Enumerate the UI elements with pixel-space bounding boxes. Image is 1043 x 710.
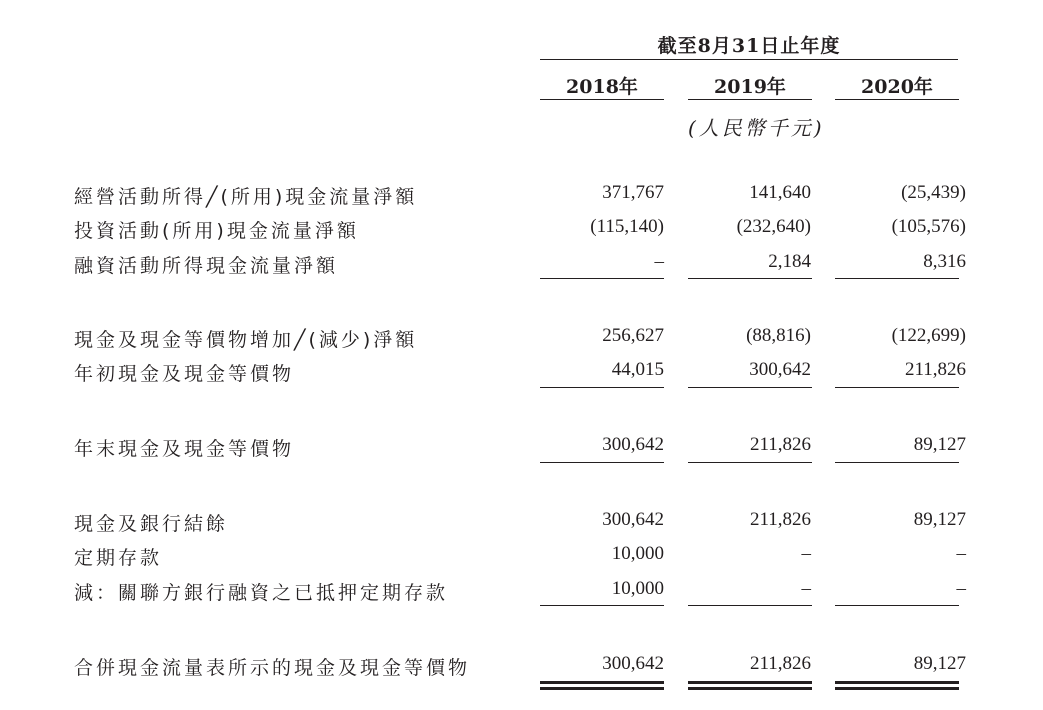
total-double-rule — [835, 681, 959, 684]
total-double-rule — [688, 681, 812, 684]
subtotal-rule — [540, 387, 664, 388]
row-value: (88,816) — [746, 325, 811, 346]
row-label-consolidated-cash: 合併現金流量表所示的現金及現金等價物 — [74, 657, 471, 679]
row-value: (232,640) — [736, 216, 811, 237]
row-value: 8,316 — [923, 251, 966, 272]
subtotal-rule — [540, 462, 664, 463]
row-value: (122,699) — [891, 325, 966, 346]
row-value: 2,184 — [768, 251, 811, 272]
row-value: 10,000 — [611, 578, 664, 599]
row-label-closing-cash: 年末現金及現金等價物 — [74, 438, 295, 460]
row-value: 89,127 — [913, 509, 966, 530]
row-value: – — [956, 543, 966, 564]
period-header: 截至8月31日止年度 — [657, 35, 841, 57]
subtotal-rule — [688, 605, 812, 606]
row-value: 211,826 — [904, 359, 966, 380]
row-value: 89,127 — [913, 434, 966, 455]
row-value: – — [654, 251, 664, 272]
subtotal-rule — [835, 462, 959, 463]
row-label-financing: 融資活動所得現金流量淨額 — [74, 255, 339, 277]
subtotal-rule — [688, 462, 812, 463]
year-2020-header: 2020年 — [861, 76, 933, 98]
row-value: 256,627 — [602, 325, 664, 346]
currency-unit: (人民幣千元) — [688, 116, 825, 140]
row-value: 371,767 — [602, 182, 664, 203]
row-value: 211,826 — [749, 509, 811, 530]
row-value: – — [801, 578, 811, 599]
row-label-investing: 投資活動(所用)現金流量淨額 — [74, 220, 359, 242]
row-label-net-change: 現金及現金等價物增加╱(減少)淨額 — [74, 329, 418, 351]
row-value: – — [801, 543, 811, 564]
row-value: (115,140) — [590, 216, 664, 237]
row-label-bank-balances: 現金及銀行結餘 — [74, 513, 229, 535]
row-value: 10,000 — [611, 543, 664, 564]
row-value: 211,826 — [749, 653, 811, 674]
row-value: 300,642 — [602, 434, 664, 455]
total-double-rule — [540, 687, 664, 690]
row-label-pledged-deposits: 減：關聯方銀行融資之已抵押定期存款 — [74, 582, 449, 604]
year-rule-2020 — [835, 99, 959, 100]
row-value: 141,640 — [749, 182, 811, 203]
total-double-rule — [688, 687, 812, 690]
subtotal-rule — [688, 278, 812, 279]
row-value: (105,576) — [891, 216, 966, 237]
row-value: – — [956, 578, 966, 599]
subtotal-rule — [835, 387, 959, 388]
total-double-rule — [835, 687, 959, 690]
row-label-opening-cash: 年初現金及現金等價物 — [74, 363, 295, 385]
subtotal-rule — [835, 278, 959, 279]
subtotal-rule — [835, 605, 959, 606]
subtotal-rule — [540, 278, 664, 279]
year-2019-header: 2019年 — [714, 76, 786, 98]
year-rule-2018 — [540, 99, 664, 100]
total-double-rule — [540, 681, 664, 684]
row-value: 300,642 — [602, 509, 664, 530]
row-value: 89,127 — [913, 653, 966, 674]
subtotal-rule — [540, 605, 664, 606]
row-value: 300,642 — [602, 653, 664, 674]
row-label-operating: 經營活動所得╱(所用)現金流量淨額 — [74, 186, 418, 208]
row-label-time-deposits: 定期存款 — [74, 547, 163, 569]
row-value: 44,015 — [611, 359, 664, 380]
year-2018-header: 2018年 — [566, 76, 638, 98]
row-value: 300,642 — [749, 359, 811, 380]
header-rule — [540, 59, 958, 60]
row-value: 211,826 — [749, 434, 811, 455]
row-value: (25,439) — [901, 182, 966, 203]
year-rule-2019 — [688, 99, 812, 100]
subtotal-rule — [688, 387, 812, 388]
